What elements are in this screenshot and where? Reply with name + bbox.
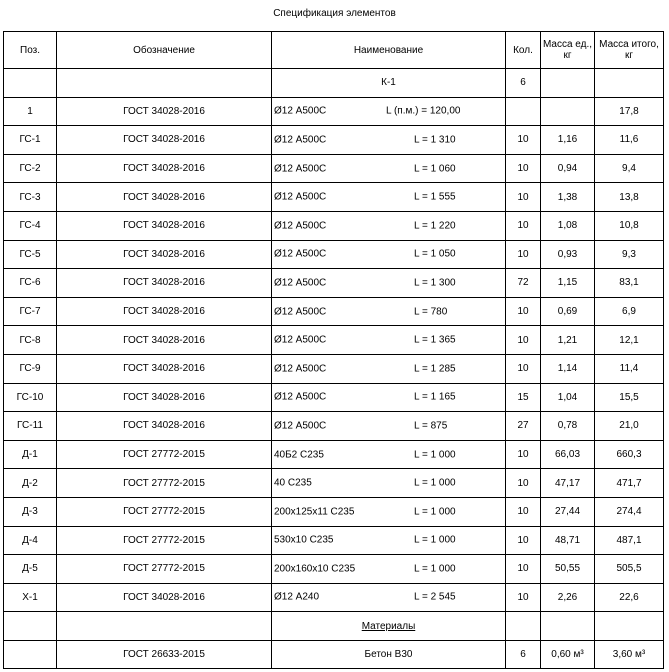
cell-qty: 10: [506, 440, 541, 469]
cell-pos: ГС-1: [4, 126, 57, 155]
cell-mass-total: 660,3: [595, 440, 664, 469]
cell-pos: ГС-2: [4, 154, 57, 183]
cell-mass-total: 9,3: [595, 240, 664, 269]
cell-name: [272, 383, 506, 412]
item-name: Ø12 А500С: [274, 334, 327, 346]
cell-pos: ГС-4: [4, 211, 57, 240]
cell-name: [272, 154, 506, 183]
cell-designation: ГОСТ 34028-2016: [57, 154, 272, 183]
cell-pos: ГС-7: [4, 297, 57, 326]
cell-designation: ГОСТ 34028-2016: [57, 326, 272, 355]
cell-name: [272, 97, 506, 126]
cell-mass-total: 11,4: [595, 354, 664, 383]
cell-pos: Д-5: [4, 555, 57, 584]
cell-mass-unit: 50,55: [541, 555, 595, 584]
table-row: [4, 555, 664, 584]
cell-mass-total: 15,5: [595, 383, 664, 412]
cell-designation: ГОСТ 27772-2015: [57, 555, 272, 584]
item-name: 200х160х10 С235: [274, 563, 356, 575]
cell-qty: 10: [506, 354, 541, 383]
cell-pos: ГС-10: [4, 383, 57, 412]
cell-mass-unit: 47,17: [541, 469, 595, 498]
cell-qty: 72: [506, 269, 541, 298]
table-row: [4, 440, 664, 469]
cell-mass-unit: [541, 97, 595, 126]
cell-pos: Д-3: [4, 497, 57, 526]
item-name: Ø12 А500С: [274, 134, 327, 146]
cell-mass-total: 17,8: [595, 97, 664, 126]
item-length: L (п.м.) = 120,00: [386, 105, 461, 117]
cell-name: [272, 126, 506, 155]
cell-pos: ГС-5: [4, 240, 57, 269]
cell-mass-total: 274,4: [595, 497, 664, 526]
cell-mass-unit: 0,93: [541, 240, 595, 269]
cell-name: [272, 412, 506, 441]
header-qty: Кол.: [506, 32, 541, 69]
cell-mass-unit: 1,38: [541, 183, 595, 212]
item-length: L = 1 050: [414, 248, 456, 260]
cell-designation: ГОСТ 27772-2015: [57, 440, 272, 469]
cell-qty: 10: [506, 240, 541, 269]
item-length: L = 1 300: [414, 277, 456, 289]
table-row: [4, 469, 664, 498]
cell-pos: 1: [4, 97, 57, 126]
cell-pos: ГС-9: [4, 354, 57, 383]
cell-mass-total: 12,1: [595, 326, 664, 355]
item-name: Ø12 А500С: [274, 363, 327, 375]
cell-mass-unit: 1,08: [541, 211, 595, 240]
table-row: [4, 412, 664, 441]
cell-qty: 10: [506, 126, 541, 155]
cell-designation: ГОСТ 34028-2016: [57, 383, 272, 412]
cell-designation: ГОСТ 34028-2016: [57, 354, 272, 383]
cell-qty: 10: [506, 555, 541, 584]
header-name: Наименование: [272, 32, 506, 69]
cell-mass-total: 11,6: [595, 126, 664, 155]
table-row: [4, 269, 664, 298]
item-length: L = 1 000: [414, 506, 456, 518]
cell-name: [272, 240, 506, 269]
cell-mass-total: 487,1: [595, 526, 664, 555]
item-length: L = 1 220: [414, 220, 456, 232]
item-length: L = 1 000: [414, 563, 456, 575]
cell-mass-unit: 0,69: [541, 297, 595, 326]
table-row: [4, 326, 664, 355]
cell-pos: ГС-3: [4, 183, 57, 212]
cell-qty: 27: [506, 412, 541, 441]
table-row: [4, 497, 664, 526]
cell-name: [272, 297, 506, 326]
cell-mass-unit: 0,94: [541, 154, 595, 183]
cell-name: [272, 583, 506, 612]
item-length: L = 1 165: [414, 391, 456, 403]
cell-qty: [506, 97, 541, 126]
item-length: L = 1 000: [414, 534, 456, 546]
cell-designation: ГОСТ 27772-2015: [57, 497, 272, 526]
cell-name: [272, 440, 506, 469]
item-length: L = 1 060: [414, 163, 456, 175]
document-title: Спецификация элементов: [273, 8, 396, 19]
cell-name: Бетон В30: [272, 640, 506, 669]
cell-designation: ГОСТ 34028-2016: [57, 297, 272, 326]
cell-qty: 10: [506, 211, 541, 240]
cell-mass-total: 22,6: [595, 583, 664, 612]
cell-mass-unit: 1,14: [541, 354, 595, 383]
header-row: [4, 32, 664, 69]
table-row: [4, 154, 664, 183]
cell-qty: 10: [506, 297, 541, 326]
item-length: L = 1 365: [414, 334, 456, 346]
material-row: [4, 640, 664, 669]
item-length: L = 875: [414, 420, 448, 432]
cell-qty: 10: [506, 154, 541, 183]
cell-designation: ГОСТ 34028-2016: [57, 211, 272, 240]
cell-name: [272, 526, 506, 555]
cell-pos: Д-1: [4, 440, 57, 469]
table-row: [4, 297, 664, 326]
item-length: L = 1 310: [414, 134, 456, 146]
cell-mass-total: 3,60 м³: [595, 640, 664, 669]
cell-designation: ГОСТ 34028-2016: [57, 240, 272, 269]
table-row: [4, 183, 664, 212]
cell-designation: ГОСТ 34028-2016: [57, 126, 272, 155]
cell-name: [272, 469, 506, 498]
cell-designation: ГОСТ 27772-2015: [57, 469, 272, 498]
table-row: [4, 526, 664, 555]
cell-name: [272, 354, 506, 383]
specification-table: [3, 31, 664, 669]
cell-mass-total: 9,4: [595, 154, 664, 183]
item-length: L = 1 285: [414, 363, 456, 375]
item-name: Ø12 А500С: [274, 105, 327, 117]
table-row: [4, 240, 664, 269]
group-qty: 6: [506, 69, 541, 98]
cell-pos: Х-1: [4, 583, 57, 612]
cell-qty: 10: [506, 183, 541, 212]
cell-mass-unit: 27,44: [541, 497, 595, 526]
cell-mass-unit: 1,21: [541, 326, 595, 355]
table-row: [4, 383, 664, 412]
cell-designation: ГОСТ 27772-2015: [57, 526, 272, 555]
item-name: 200х125х11 С235: [274, 506, 355, 518]
cell-mass-total: 13,8: [595, 183, 664, 212]
cell-mass-total: 83,1: [595, 269, 664, 298]
cell-pos: ГС-6: [4, 269, 57, 298]
cell-mass-unit: 1,16: [541, 126, 595, 155]
cell-designation: ГОСТ 34028-2016: [57, 269, 272, 298]
table-row: [4, 97, 664, 126]
cell-qty: 10: [506, 526, 541, 555]
item-name: Ø12 А500С: [274, 391, 327, 403]
cell-mass-total: 6,9: [595, 297, 664, 326]
group-row: [4, 69, 664, 98]
cell-pos: ГС-8: [4, 326, 57, 355]
cell-designation: ГОСТ 26633-2015: [57, 640, 272, 669]
cell-name: [272, 269, 506, 298]
item-name: Ø12 А240: [274, 591, 320, 603]
cell-qty: 10: [506, 583, 541, 612]
cell-pos: ГС-11: [4, 412, 57, 441]
item-name: Ø12 А500С: [274, 306, 327, 318]
cell-name: [272, 326, 506, 355]
cell-name: [272, 497, 506, 526]
cell-qty: 10: [506, 497, 541, 526]
table-row: [4, 126, 664, 155]
cell-qty: 15: [506, 383, 541, 412]
table-row: [4, 211, 664, 240]
cell-name: [272, 211, 506, 240]
cell-mass-unit: 1,15: [541, 269, 595, 298]
materials-label: Материалы: [361, 620, 416, 632]
cell-designation: ГОСТ 34028-2016: [57, 183, 272, 212]
cell-mass-unit: 1,04: [541, 383, 595, 412]
table-row: [4, 354, 664, 383]
cell-qty: 6: [506, 640, 541, 669]
cell-mass-unit: 0,60 м³: [541, 640, 595, 669]
item-length: L = 1 000: [414, 477, 456, 489]
item-name: 530х10 С235: [274, 534, 334, 546]
item-name: Ø12 А500С: [274, 163, 327, 175]
cell-name: [272, 555, 506, 584]
item-name: 40 С235: [274, 477, 312, 489]
cell-pos: Д-2: [4, 469, 57, 498]
cell-qty: 10: [506, 469, 541, 498]
item-length: L = 2 545: [414, 591, 456, 603]
cell-mass-total: 471,7: [595, 469, 664, 498]
cell-designation: ГОСТ 34028-2016: [57, 583, 272, 612]
item-name: Ø12 А500С: [274, 277, 327, 289]
header-mass-total: Масса итого, кг: [595, 32, 664, 69]
cell-pos: Д-4: [4, 526, 57, 555]
cell-mass-unit: 66,03: [541, 440, 595, 469]
item-name: Ø12 А500С: [274, 191, 327, 203]
cell-mass-total: 21,0: [595, 412, 664, 441]
cell-mass-unit: 2,26: [541, 583, 595, 612]
item-name: Ø12 А500С: [274, 248, 327, 260]
cell-designation: ГОСТ 34028-2016: [57, 97, 272, 126]
materials-section-row: [4, 612, 664, 641]
cell-mass-unit: 48,71: [541, 526, 595, 555]
cell-mass-total: 505,5: [595, 555, 664, 584]
cell-mass-unit: 0,78: [541, 412, 595, 441]
header-mass-unit: Масса ед., кг: [541, 32, 595, 69]
header-designation: Обозначение: [57, 32, 272, 69]
item-length: L = 1 555: [414, 191, 456, 203]
cell-pos: [4, 640, 57, 669]
cell-mass-total: 10,8: [595, 211, 664, 240]
cell-designation: ГОСТ 34028-2016: [57, 412, 272, 441]
header-pos: Поз.: [4, 32, 57, 69]
table-row: [4, 583, 664, 612]
group-label: К-1: [272, 69, 506, 98]
cell-name: [272, 183, 506, 212]
item-name: Ø12 А500С: [274, 420, 327, 432]
item-name: Ø12 А500С: [274, 220, 327, 232]
cell-qty: 10: [506, 326, 541, 355]
item-length: L = 780: [414, 306, 448, 318]
item-length: L = 1 000: [414, 449, 456, 461]
item-name: 40Б2 С235: [274, 449, 324, 461]
